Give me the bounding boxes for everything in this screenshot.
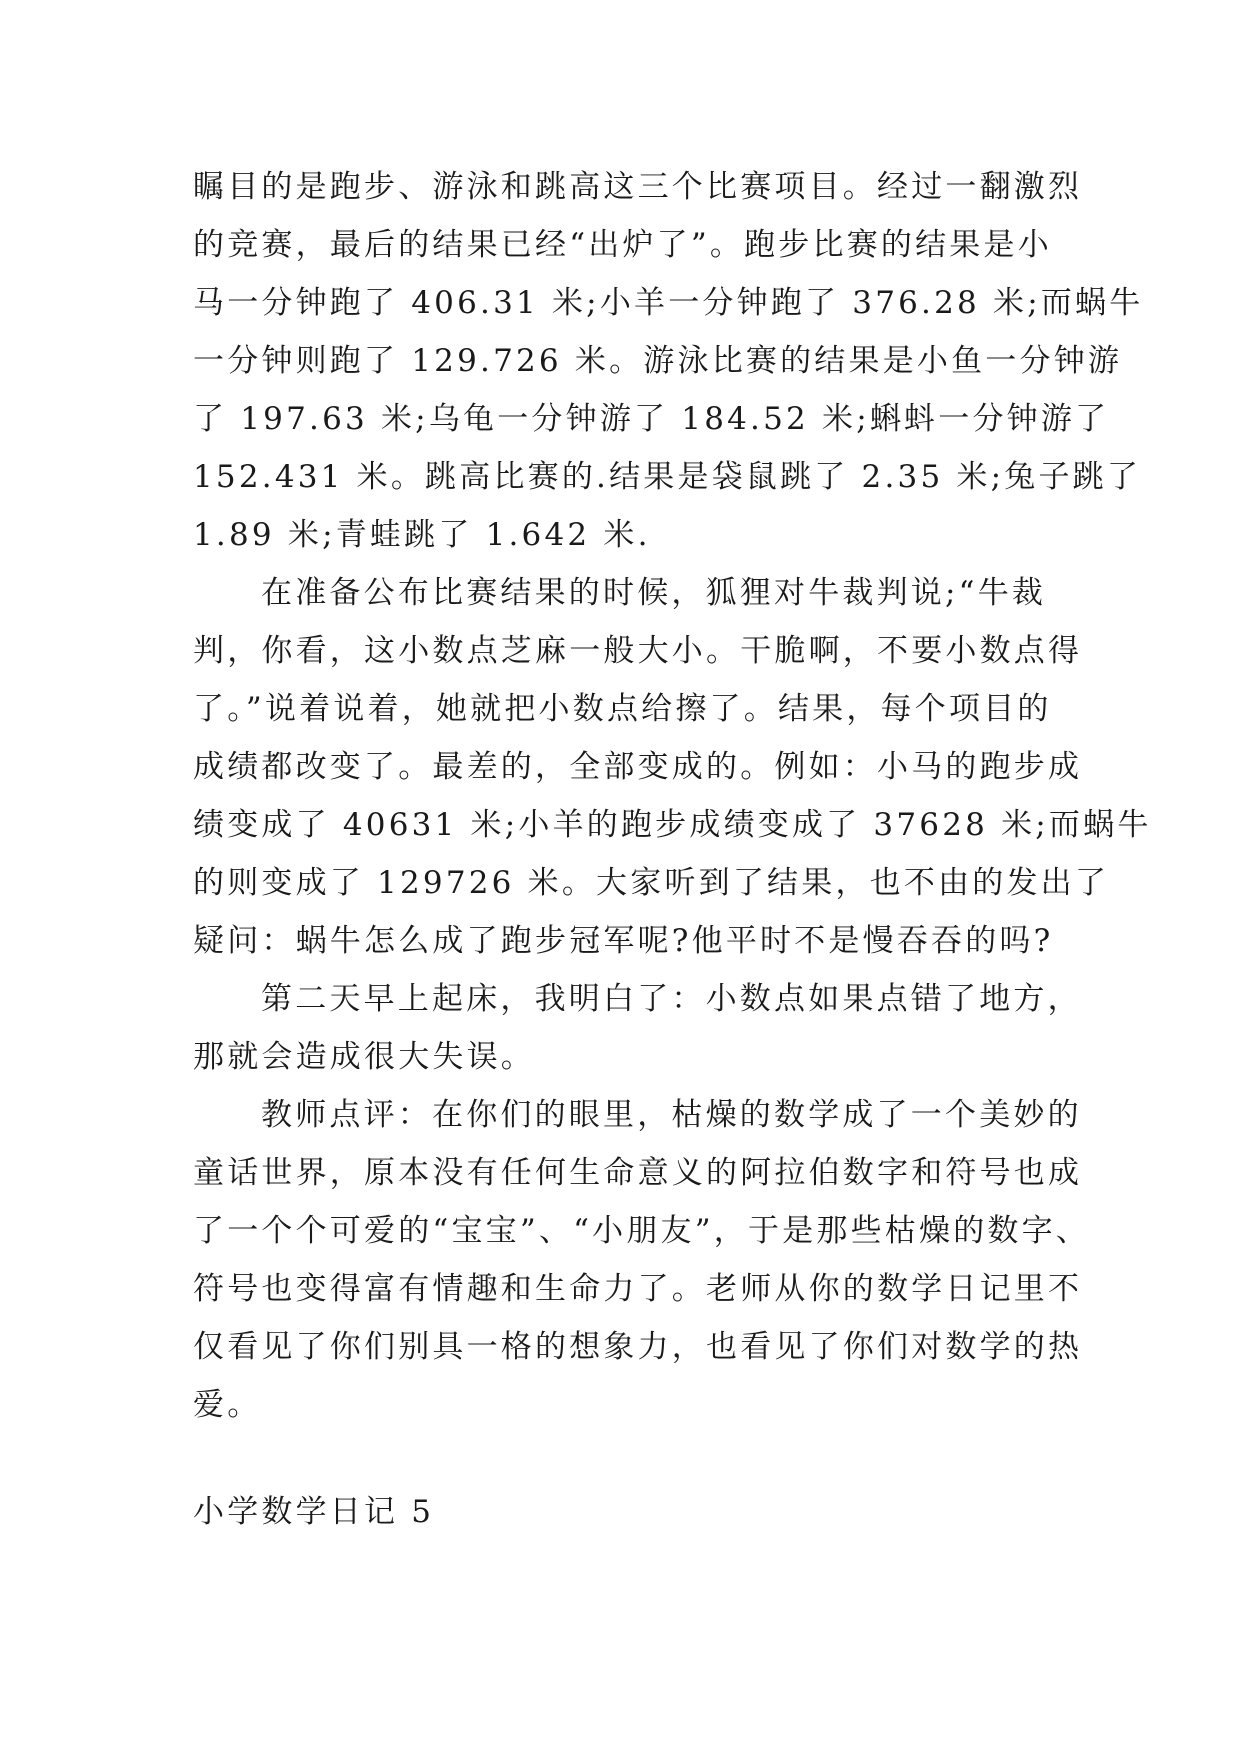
paragraph-4-line-5: 仅看见了你们别具一格的想象力，也看见了你们对数学的热 bbox=[193, 1329, 1083, 1365]
paragraph-3-line-2: 那就会造成很大失误。 bbox=[193, 1039, 535, 1075]
paragraph-1-line-5: 了 197.63 米;乌龟一分钟游了 184.52 米;蝌蚪一分钟游了 bbox=[193, 401, 1110, 437]
paragraph-2-line-2: 判，你看，这小数点芝麻一般大小。干脆啊，不要小数点得 bbox=[193, 633, 1083, 669]
paragraph-1-line-4: 一分钟则跑了 129.726 米。游泳比赛的结果是小鱼一分钟游 bbox=[193, 343, 1123, 379]
paragraph-4-line-4: 符号也变得富有情趣和生命力了。老师从你的数学日记里不 bbox=[193, 1271, 1083, 1307]
section-heading: 小学数学日记 5 bbox=[193, 1494, 435, 1530]
paragraph-4-line-2: 童话世界，原本没有任何生命意义的阿拉伯数字和符号也成 bbox=[193, 1155, 1083, 1191]
paragraph-4-line-3: 了一个个可爱的“宝宝”、“小朋友”，于是那些枯燥的数字、 bbox=[193, 1213, 1090, 1249]
paragraph-3-line-1: 第二天早上起床，我明白了：小数点如果点错了地方， bbox=[261, 981, 1082, 1017]
paragraph-1-line-6: 152.431 米。跳高比赛的.结果是袋鼠跳了 2.35 米;兔子跳了 bbox=[193, 459, 1142, 495]
paragraph-2-line-1: 在准备公布比赛结果的时候，狐狸对牛裁判说;“牛裁 bbox=[261, 575, 1047, 611]
paragraph-1-line-3: 马一分钟跑了 406.31 米;小羊一分钟跑了 376.28 米;而蜗牛 bbox=[193, 285, 1144, 321]
paragraph-4-line-1: 教师点评：在你们的眼里，枯燥的数学成了一个美妙的 bbox=[261, 1097, 1082, 1133]
paragraph-2-line-6: 的则变成了 129726 米。大家听到了结果，也不由的发出了 bbox=[193, 865, 1110, 901]
paragraph-1-line-1: 瞩目的是跑步、游泳和跳高这三个比赛项目。经过一翻激烈 bbox=[193, 169, 1083, 205]
paragraph-4-line-6: 爱。 bbox=[193, 1387, 262, 1423]
paragraph-2-line-4: 成绩都改变了。最差的，全部变成的。例如：小马的跑步成 bbox=[193, 749, 1083, 785]
paragraph-1-line-2: 的竞赛，最后的结果已经“出炉了”。跑步比赛的结果是小 bbox=[193, 227, 1052, 263]
paragraph-2-line-3: 了。”说着说着，她就把小数点给擦了。结果，每个项目的 bbox=[193, 691, 1052, 727]
paragraph-2-line-7: 疑问：蜗牛怎么成了跑步冠军呢?他平时不是慢吞吞的吗? bbox=[193, 923, 1054, 959]
paragraph-2-line-5: 绩变成了 40631 米;小羊的跑步成绩变成了 37628 米;而蜗牛 bbox=[193, 807, 1152, 843]
paragraph-1-line-7: 1.89 米;青蛙跳了 1.642 米. bbox=[193, 517, 651, 553]
